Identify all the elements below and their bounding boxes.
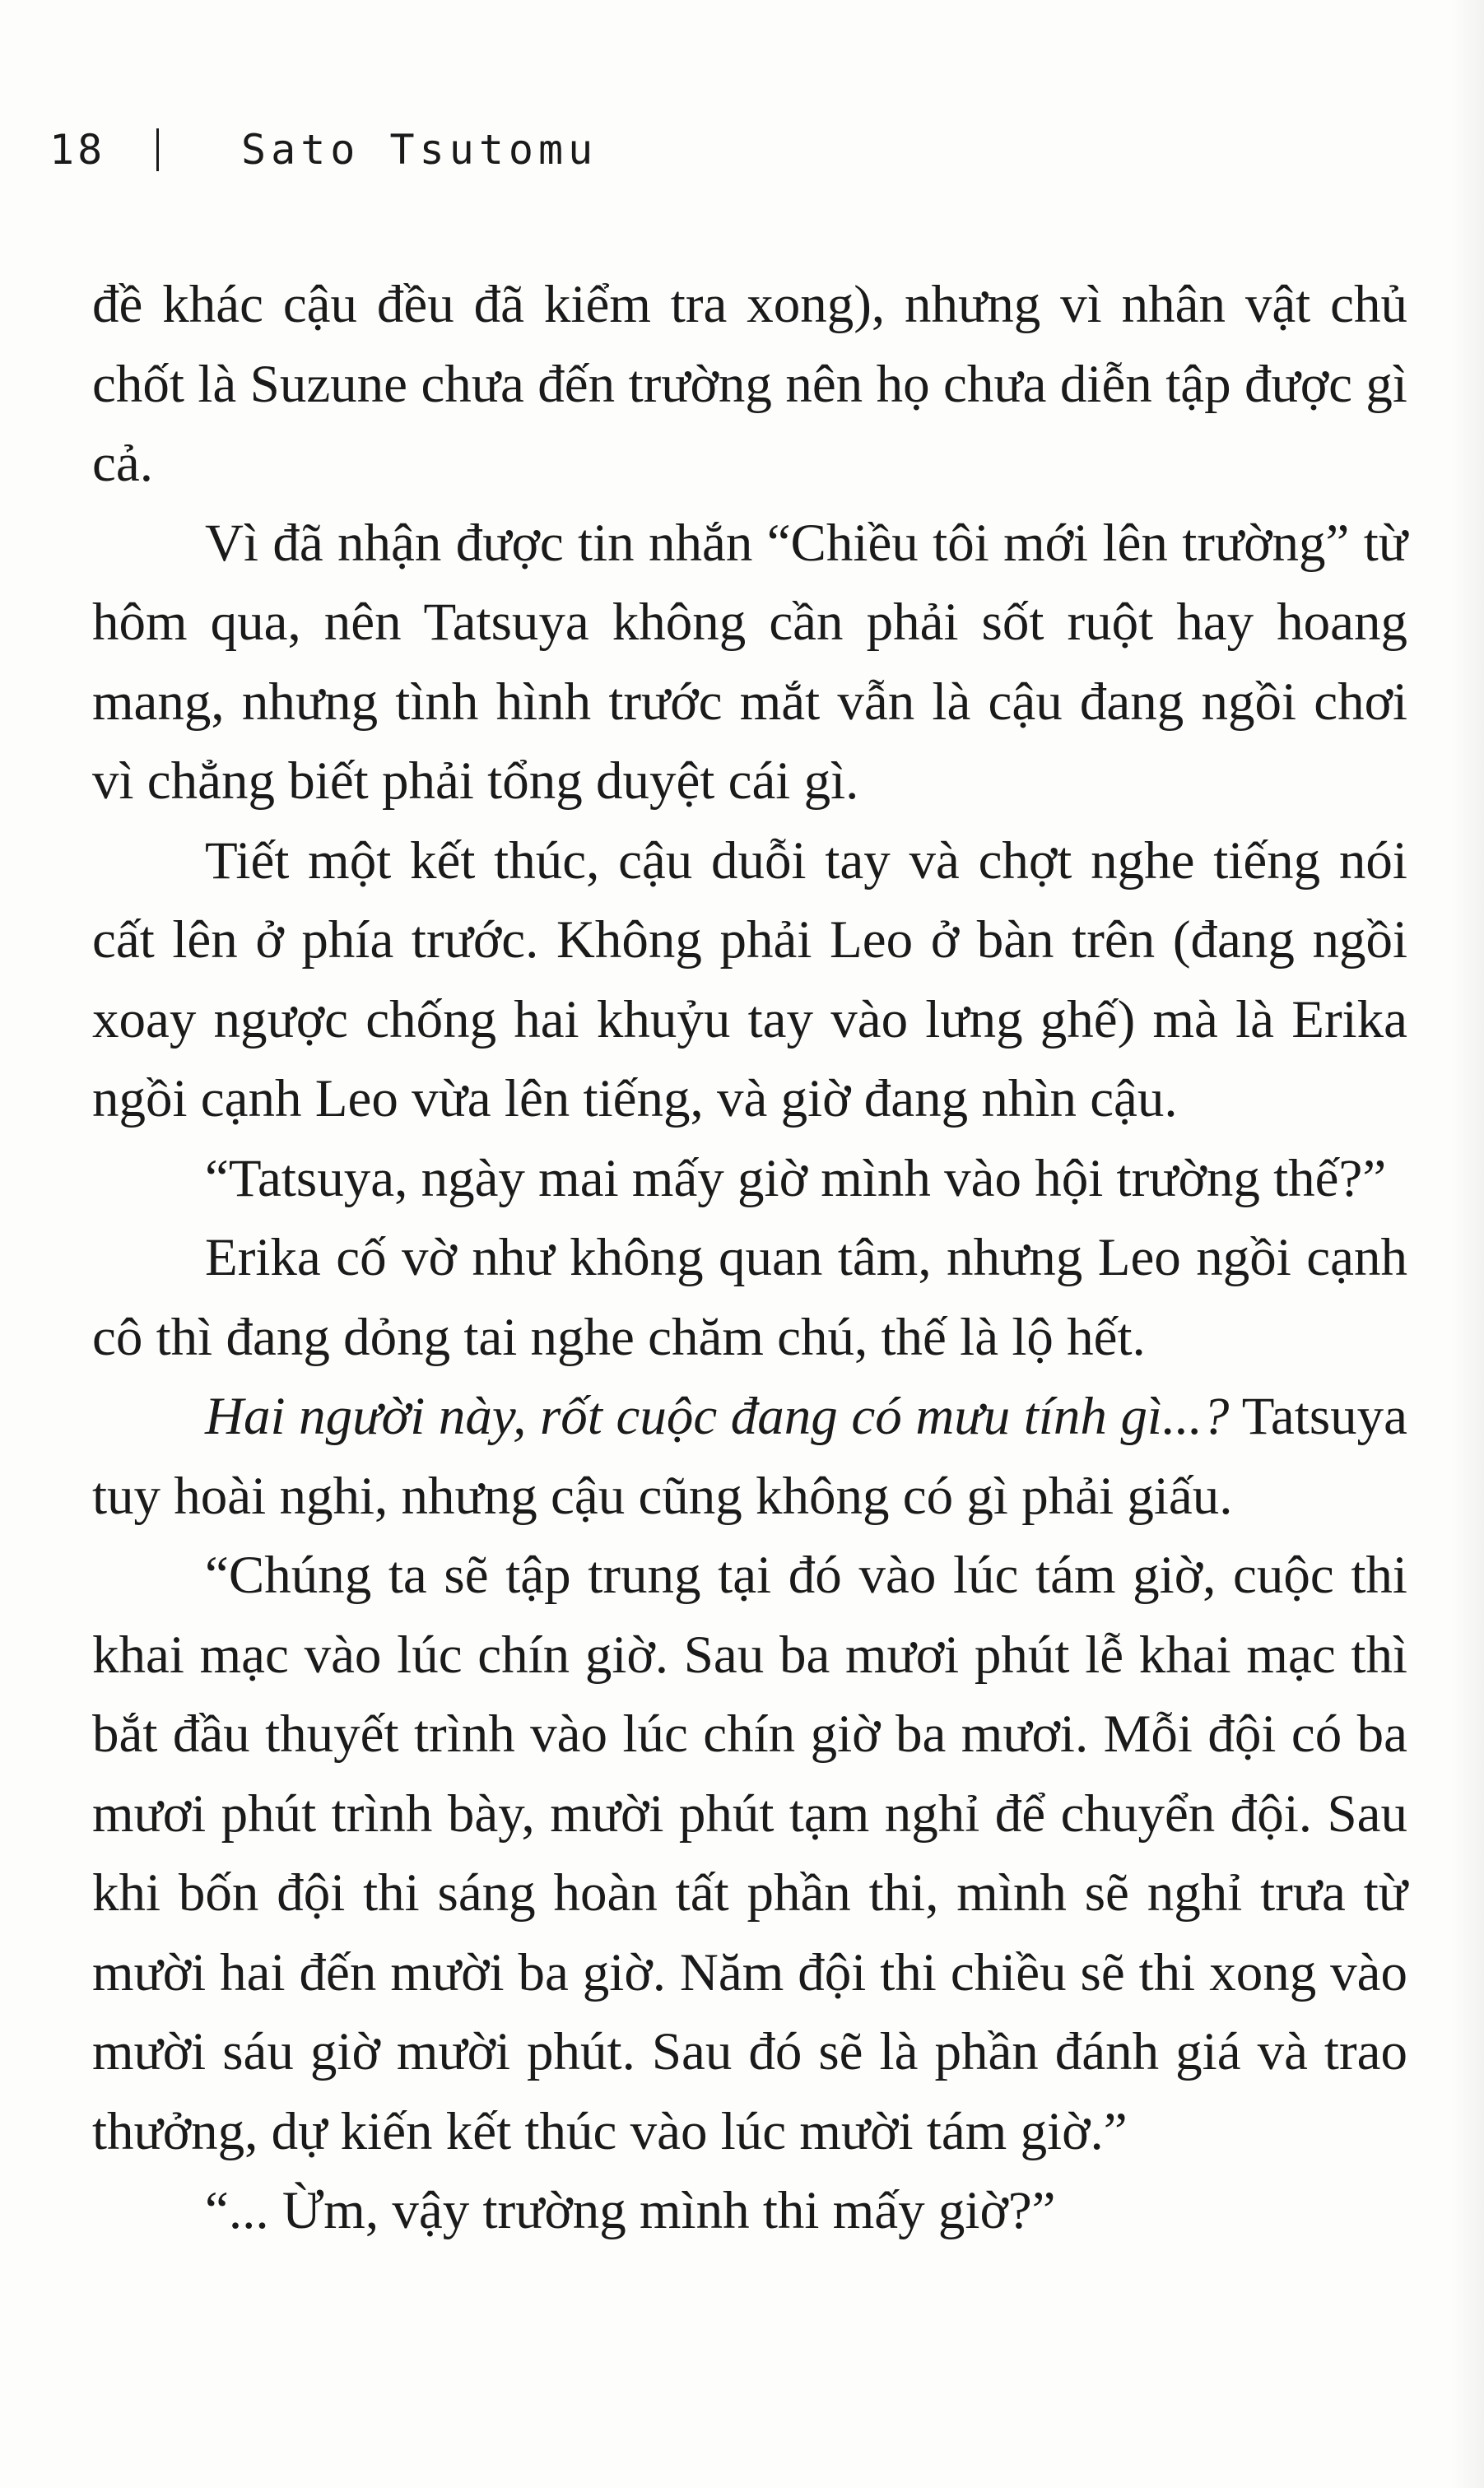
page-number: 18: [49, 126, 106, 174]
paragraph: Vì đã nhận được tin nhắn “Chiều tôi mới lên trường” từ hôm qua, nên Tatsuya không cần phải sốt ruột hay hoang mang, nhưng tình hình trước mắt vẫn là cậu đang ngồi chơi vì chẳng biết phải tổng duyệt cái gì.: [92, 513, 1407, 811]
running-head-author: Sato Tsutomu: [241, 126, 598, 174]
paragraph: Tiết một kết thúc, cậu duỗi tay và chợt nghe tiếng nói cất lên ở phía trước. Không phải Leo ở bàn trên (đang ngồi xoay ngược chống hai khuỷu tay vào lưng ghế) mà là Erika ngồi cạnh Leo vừa lên tiếng, và giờ đang nhìn cậu.: [92, 830, 1407, 1128]
page-edge-shadow: [1451, 0, 1484, 2488]
header-divider: [156, 128, 159, 171]
paragraph: Erika cố vờ như không quan tâm, nhưng Leo ngồi cạnh cô thì đang dỏng tai nghe chăm chú, thế là lộ hết.: [92, 1228, 1407, 1367]
paragraph-text: Tatsuya tuy hoài nghi, nhưng cậu cũng không có gì phải giấu.: [92, 1387, 1407, 1526]
paragraph-dialogue: “... Ừm, vậy trường mình thi mấy giờ?”: [205, 2181, 1056, 2240]
page-header: [49, 117, 598, 183]
body-text: [92, 265, 1407, 2251]
paragraph-dialogue: “Tatsuya, ngày mai mấy giờ mình vào hội trường thế?”: [205, 1148, 1387, 1208]
paragraph-continued: đề khác cậu đều đã kiểm tra xong), nhưng vì nhân vật chủ chốt là Suzune chưa đến trường nên họ chưa diễn tập được gì cả.: [92, 275, 1407, 493]
italic-thought: Hai người này, rốt cuộc đang có mưu tính gì...?: [205, 1387, 1230, 1446]
paragraph-with-italic: [92, 1377, 1407, 1536]
paragraph-dialogue: “Chúng ta sẽ tập trung tại đó vào lúc tám giờ, cuộc thi khai mạc vào lúc chín giờ. Sau ba mươi phút lễ khai mạc thì bắt đầu thuyết trình vào lúc chín giờ ba mươi. Mỗi đội có ba mươi phút trình bày, mười phút tạm nghỉ để chuyển đội. Sau khi bốn đội thi sáng hoàn tất phần thi, mình sẽ nghỉ trưa từ mười hai đến mười ba giờ. Năm đội thi chiều sẽ thi xong vào mười sáu giờ mười phút. Sau đó sẽ là phần đánh giá và trao thưởng, dự kiến kết thúc vào lúc mười tám giờ.”: [92, 1546, 1407, 2161]
